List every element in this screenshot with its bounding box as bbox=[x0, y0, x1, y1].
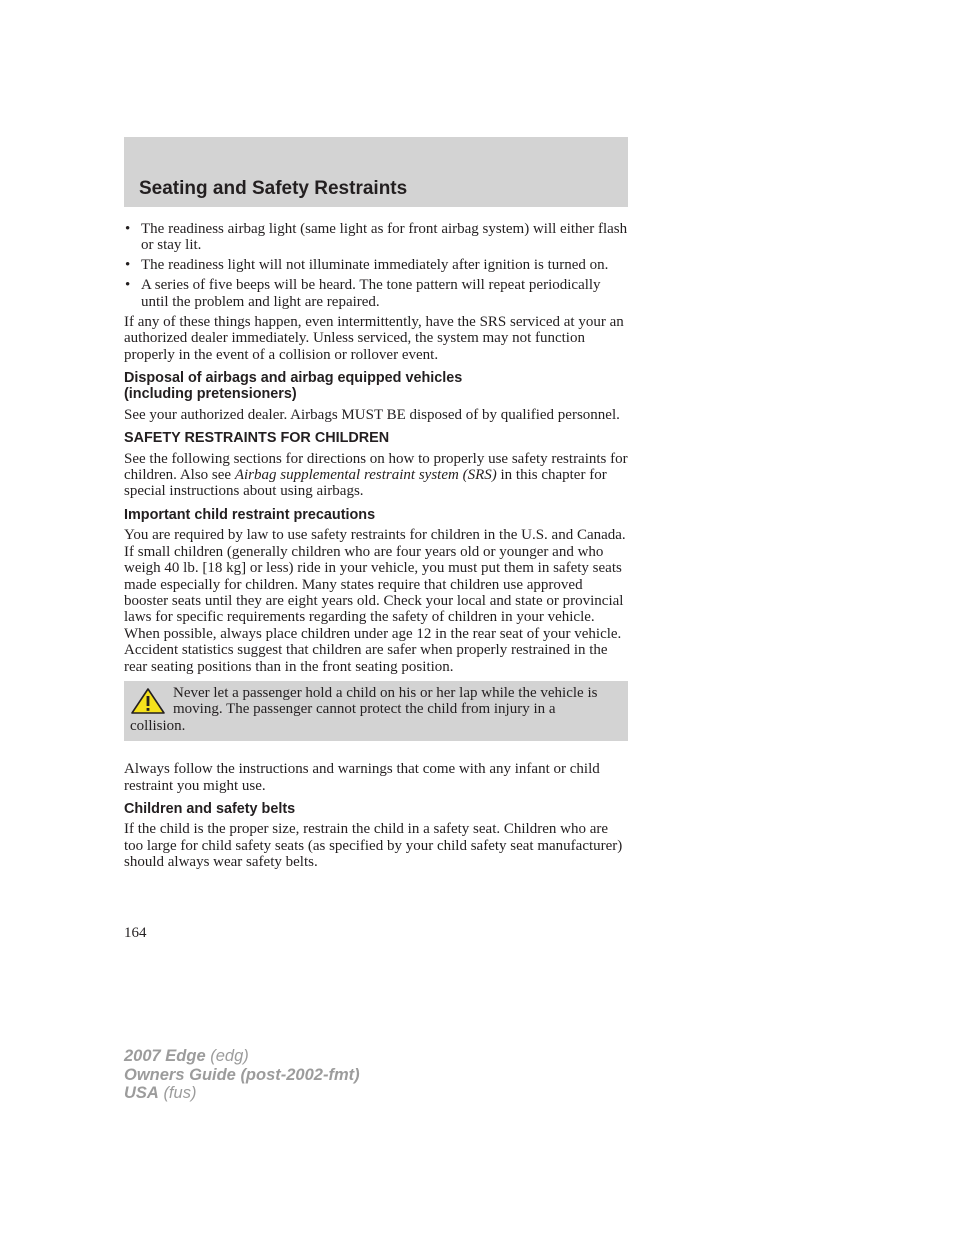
footer-line-guide: Owners Guide (post-2002-fmt) bbox=[124, 1065, 360, 1084]
children-section-paragraph: See the following sections for directions on how to properly use safety restraints for children. Also see Airbag supplemental restraint system (SRS) in this chapter for special instructions about using airbags. bbox=[124, 450, 628, 500]
page-content bbox=[124, 221, 630, 871]
srs-reference: Airbag supplemental restraint system (SRS) bbox=[234, 467, 497, 484]
belts-paragraph: If the child is the proper size, restrain the child in a safety seat. Children who are too large for child safety seats (as specified by your child safety seat manufacturer) should always wear safety belts. bbox=[124, 821, 623, 871]
list-item: • The readiness light will not illuminate immediately after ignition is turned on. bbox=[125, 257, 609, 274]
srs-paragraph: If any of these things happen, even intermittently, have the SRS serviced at your an authorized dealer immediately. Unless serviced, the system may not function properly in the event of a collision or rollover event. bbox=[124, 313, 624, 363]
document-footer bbox=[124, 1047, 360, 1103]
children-section-heading: SAFETY RESTRAINTS FOR CHILDREN bbox=[124, 430, 390, 447]
belts-heading: Children and safety belts bbox=[124, 800, 296, 817]
footer-line-region: USA (fus) bbox=[124, 1084, 197, 1102]
warning-triangle-icon bbox=[130, 687, 166, 715]
follow-instructions-paragraph: Always follow the instructions and warnings that come with any infant or child restraint you might use. bbox=[124, 761, 600, 794]
warning-box bbox=[124, 681, 628, 741]
footer-line-model: 2007 Edge (edg) bbox=[124, 1047, 249, 1065]
precautions-heading: Important child restraint precautions bbox=[124, 506, 376, 523]
bullet-icon: • bbox=[125, 277, 131, 294]
bullet-list bbox=[124, 221, 630, 310]
section-title: Seating and Safety Restraints bbox=[139, 178, 408, 199]
bullet-icon: • bbox=[125, 257, 131, 274]
warning-text: Never let a passenger hold a child on his or her lap while the vehicle is moving. The passenger cannot protect the child from injury in a collision. bbox=[130, 684, 598, 734]
list-item: • The readiness airbag light (same light as for front airbag system) will either flash or stay lit. bbox=[125, 221, 628, 254]
disposal-heading: Disposal of airbags and airbag equipped vehicles (including pretensioners) bbox=[124, 370, 463, 403]
bullet-icon: • bbox=[125, 221, 131, 237]
page-number: 164 bbox=[124, 925, 147, 941]
section-header-band bbox=[124, 137, 628, 207]
list-item: • A series of five beeps will be heard. The tone pattern will repeat periodically until the problem and light are repaired. bbox=[125, 277, 601, 310]
disposal-paragraph: See your authorized dealer. Airbags MUST BE disposed of by qualified personnel. bbox=[124, 406, 620, 423]
precautions-paragraph: You are required by law to use safety restraints for children in the U.S. and Canada. If small children (generally children who are four years old or younger and who weigh 40 lb. [18 kg] or less) ride in your vehicle, you must put them in safety seats made especially for children. Many states require that children use approved booster seats until they are eight years old. Check your local and state or provincial laws for specific requirements regarding the safety of children in your vehicle. When possible, always place children under age 12 in the rear seat of your vehicle. Accident statistics suggest that children are safer when properly restrained in the rear seating positions than in the front seating position. bbox=[124, 527, 626, 675]
